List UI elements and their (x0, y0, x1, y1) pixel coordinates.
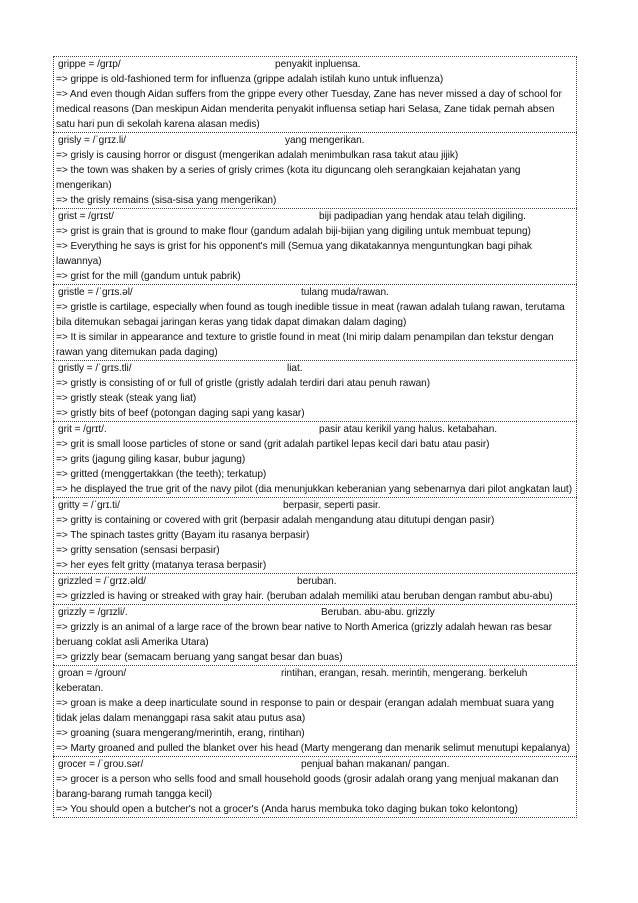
entry-heading (56, 133, 574, 148)
entry-gristly (53, 360, 577, 421)
example-line: => grits (jagung giling kasar, bubur jagung) (56, 454, 246, 465)
entry-gristle (53, 284, 577, 360)
definition-line: => gristle is cartilage, especially when found as tough inedible tissue in meat (rawan adalah tulang rawan, terutama bila ditemukan sebagai jaringan keras yang tidak dapat dimakan dalam daging) (56, 302, 565, 328)
example-line: => gritty sensation (sensasi berpasir) (56, 545, 220, 556)
entry-heading (56, 498, 574, 513)
entry-groan (53, 665, 577, 756)
headword: gristly = /ˈɡrɪs.tli/ (58, 363, 132, 374)
meaning: Beruban. abu-abu. grizzly (321, 607, 435, 618)
example-line: => gritted (menggertakkan (the teeth); terkatup) (56, 469, 267, 480)
definition-line: => grit is small loose particles of stone or sand (grit adalah partikel lepas kecil dari batu atau pasir) (56, 439, 490, 450)
definition-line: => grisly is causing horror or disgust (mengerikan adalah menimbulkan rasa takut atau jijik) (56, 150, 459, 161)
meaning: rintihan, erangan, resah. merintih, mengerang. berkeluh keberatan. (56, 668, 528, 694)
meaning: biji padipadian yang hendak atau telah digiling. (319, 211, 526, 222)
headword: grit = /ɡrɪt/. (58, 424, 107, 435)
definition-line: => gritty is containing or covered with grit (berpasir adalah mengandung atau ditutupi dengan pasir) (56, 515, 495, 526)
example-line: => Everything he says is grist for his opponent's mill (Semua yang dikatakannya menguntungkan bagi pihak lawannya) (56, 241, 532, 267)
definition-line: => grizzly is an animal of a large race of the brown bear native to North America (grizzly adalah hewan ras besar beruang coklat asli Amerika Utara) (56, 622, 552, 648)
entry-grist (53, 208, 577, 284)
headword: grippe = /ɡrɪp/ (58, 59, 121, 70)
definition-line: => gristly is consisting of or full of gristle (gristly adalah terdiri dari atau penuh rawan) (56, 378, 431, 389)
meaning: tulang muda/rawan. (301, 287, 389, 298)
example-line: => The spinach tastes gritty (Bayam itu rasanya berpasir) (56, 530, 310, 541)
headword: gritty = /ˈɡrɪ.ti/ (58, 500, 120, 511)
entry-heading (56, 757, 574, 772)
entry-heading (56, 285, 574, 300)
example-line: => grizzly bear (semacam beruang yang sangat besar dan buas) (56, 652, 343, 663)
definition-line: => grippe is old-fashioned term for influenza (grippe adalah istilah kuno untuk influenza) (56, 74, 444, 85)
entry-heading (56, 666, 574, 681)
entry-grocer (53, 756, 577, 818)
example-line: => groaning (suara mengerang/merintih, erang, rintihan) (56, 728, 305, 739)
example-line: => Marty groaned and pulled the blanket over his head (Marty mengerang dan menarik selimut menutupi kepalanya) (56, 743, 571, 754)
headword: gristle = /ˈɡrɪs.əl/ (58, 287, 133, 298)
headword: grisly = /ˈɡrɪz.li/ (58, 135, 126, 146)
definition-line: => grist is grain that is ground to make flour (gandum adalah biji-bijian yang digiling untuk membuat tepung) (56, 226, 531, 237)
entry-grizzled (53, 573, 577, 604)
example-line: => grist for the mill (gandum untuk pabrik) (56, 271, 241, 282)
entry-grippe (53, 56, 577, 132)
example-line: => her eyes felt gritty (matanya terasa berpasir) (56, 560, 267, 571)
headword: grizzled = /ˈɡrɪz.əld/ (58, 576, 147, 587)
example-line: => the town was shaken by a series of grisly crimes (kota itu diguncang oleh serangkaian kejahatan yang mengerikan) (56, 165, 521, 191)
entry-grit (53, 421, 577, 497)
meaning: beruban. (297, 576, 337, 587)
example-line: => gristly bits of beef (potongan daging sapi yang kasar) (56, 408, 305, 419)
meaning: liat. (287, 363, 303, 374)
headword: grist = /ɡrɪst/ (58, 211, 114, 222)
meaning: berpasir, seperti pasir. (283, 500, 381, 511)
entry-heading (56, 361, 574, 376)
example-line: => And even though Aidan suffers from the grippe every other Tuesday, Zane has never missed a day of school for medical reasons (Dan meskipun Aidan menderita penyakit influensa setiap hari Selasa, Zane tidak pernah absen satu hari pun di sekolah karena alasan medis) (56, 89, 562, 130)
example-line: => the grisly remains (sisa-sisa yang mengerikan) (56, 195, 277, 206)
definition-line: => grizzled is having or streaked with gray hair. (beruban adalah memiliki atau beruban dengan rambut abu-abu) (56, 591, 553, 602)
meaning: yang mengerikan. (285, 135, 365, 146)
example-line: => he displayed the true grit of the navy pilot (dia menunjukkan keberanian yang sebenarnya dari pilot angkatan laut) (56, 484, 573, 495)
entry-gritty (53, 497, 577, 573)
headword: grizzly = /ɡrɪzli/. (58, 607, 128, 618)
example-line: => It is similar in appearance and texture to gristle found in meat (Ini mirip dalam penampilan dan tekstur dengan rawan yang ditemukan pada daging) (56, 332, 554, 358)
definition-line: => groan is make a deep inarticulate sound in response to pain or despair (erangan adalah membuat suara yang tidak jelas dalam menanggapi rasa sakit atau putus asa) (56, 698, 554, 724)
dictionary-table (53, 56, 577, 818)
headword: grocer = /ˈɡroʊ.sər/ (58, 759, 144, 770)
meaning: pasir atau kerikil yang halus. ketabahan. (319, 424, 498, 435)
example-line: => You should open a butcher's not a grocer's (Anda harus membuka toko daging bukan toko kelontong) (56, 804, 518, 815)
entry-grizzly (53, 604, 577, 665)
headword: groan = /ɡroʊn/ (58, 668, 127, 679)
entry-heading (56, 605, 574, 620)
meaning: penjual bahan makanan/ pangan. (301, 759, 450, 770)
entry-heading (56, 574, 574, 589)
definition-line: => grocer is a person who sells food and small household goods (grosir adalah orang yang menjual makanan dan barang-barang rumah tangga kecil) (56, 774, 559, 800)
entry-heading (56, 422, 574, 437)
entry-heading (56, 209, 574, 224)
example-line: => gristly steak (steak yang liat) (56, 393, 197, 404)
entry-heading (56, 57, 574, 72)
meaning: penyakit inpluensa. (275, 59, 361, 70)
entry-grisly (53, 132, 577, 208)
